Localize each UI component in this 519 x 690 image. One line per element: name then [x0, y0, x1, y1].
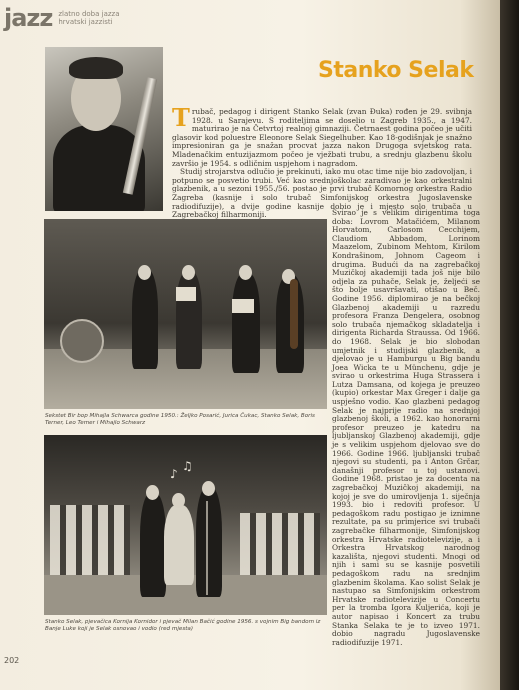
article-intro — [172, 103, 472, 220]
singer-figure — [196, 487, 222, 597]
musician-face — [182, 265, 195, 280]
caption-big-band-photo: Stanko Selak, pjevačica Kornija Kornidor i pjevač Milan Bačić godine 1956. s vojnim Big bandom iz Banje Luke koji je Selak osnovao i vodio (red mjesta) — [45, 619, 321, 632]
article-paragraph-1: rubač, pedagog i dirigent Stanko Selak (zvan Đuka) rođen je 29. svibnja 1928. u Sarajevu. S roditeljima se doselio u Zagreb 1935., a 1947. maturirao je na Četvrtoj realnoj gimnaziji. Četrnaest godina počeo je učiti glasovir kod poluestre Eleonore Selak Siegelhuber. Kao 18-godišnjak je snažno impresioniran ga je snažan procvat jazza nakon Drugoga svjetskog rata. Mladenačkim entuzijazmom počeo je vježbati trubu, a srednju glazbenu školu završio je 1954. s odličnim uspjehom i nagradom. — [172, 107, 472, 168]
musician-figure — [176, 271, 202, 369]
jazz-logo: jazz — [4, 4, 53, 32]
double-bass-shape — [290, 279, 298, 349]
article-title: Stanko Selak — [318, 58, 474, 83]
band-section-left — [50, 505, 130, 575]
caption-sextet-photo: Sekstet Bir bop Mihajla Schwarca godine 1950.: Željko Posarić, Jurica Čukac, Stanko Selak, Boris Terner, Leo Temer i Mihajlo Schwarz — [45, 413, 315, 426]
portrait-hair — [69, 57, 123, 79]
musician-figure — [132, 269, 158, 369]
singer-figure — [140, 493, 166, 597]
music-note-icon: ♪ — [170, 467, 178, 481]
page-number: 202 — [4, 656, 20, 665]
book-spine — [500, 0, 519, 690]
article-column: Svirao je s velikim dirigentima toga doba: Lovrom Matačićem, Milanom Horvatom, Carlosom Cecchijem, Claudiom Abbadom, Lorinom Maazelom, Zubinom Mehtom, Kirilom Kondrašinom, Johnom Cageom i drugima. Budući da na zagrebačkoj Muzičkoj akademiji tada još nije bilo odjela za puhače, Selak je, željeći se što bolje usavršavati, otišao u Beč. Godine 1956. diplomirao je na bečkoj Glazbenoj akademiji u razredu profesora Franza Dengelera, osobnog solo trubača njemačkog skladatelja i dirigenta Richarda Straussa. Od 1966. do 1968. Selak je bio slobodan umjetnik i studijski glazbenik, a djelovao je u Hamburgu u Big bandu Joea Wicka te u Münchenu, gdje je svirao u orkestrima Huga Strassera i Lutza Damsana, od kojega je preuzeo (kupio) orkestar Max Greger i dalje ga uspješno vodio. Kao glazbeni pedagog Selak je najprije radio na srednjoj glazbenoj školi, a 1962. kao honorarni profesor preuzeo je katedru na ljubljanskoj Glazbenoj akademiji, gdje je s velikim uspjehom djelovao sve do 1966. Godine 1966. ljubljanski trubač njegovi su studenti, pa i Anton Grčar, današnji profesor u toj ustanovi. Godine 1968. pristao je za docenta na zagrebačkoj Muzičkoj akademiji, na kojoj je sve do umirovljenja 1. siječnja 1993. bio i redoviti profesor. U pedagoškom radu postigao je iznimne rezultate, pa su primjerice svi trubači zagrebačke filharmonije, Simfonijskog orkestra Hrvatske radiotelevizije, a i Orkestra Hrvatskog narodnog kazališta, njegovi studenti. Mnogi od njih i sami su se kasnije posvetili pedagoškom radu na srednjim glazbenim školama. Kao solist Selak je nastupao sa Simfonijskim orkestrom Hrvatske radiotelevizije u Concertu per la tromba Igora Kuljerića, koji je autor napisao i Koncert za trubu Stanka Selaka te je to izveo 1971. dobio nagradu Jugoslavenske radiodifuzije 1971. — [332, 208, 480, 647]
musician-face — [138, 265, 151, 280]
musician-face — [239, 265, 252, 280]
band-section-right — [240, 513, 320, 575]
female-singer-figure — [164, 505, 194, 585]
article-paragraph-2: Studij strojarstva odlučio je prekinuti, iako mu otac time nije bio zadovoljan, i potpuno se posvetio trubi. Već kao srednjoškolac zaradivao je kao orkestralni glazbenik, a u sezoni 1955./56. postao je prvi trubač Komornog orkestra Radio Zagreba (kasnije i solo trubač Simfonijskog orkestra Jugoslavenske radiodifuzije), a dvije godine kasnije dobio je i mjesto solo trubača u Zagrebačkoj filharmoniji. — [172, 167, 472, 220]
dropcap: T — [172, 103, 190, 132]
portrait-photo — [45, 47, 163, 211]
drum-shape — [60, 319, 104, 363]
header-subtitle-line2: hrvatski jazzisti — [58, 18, 113, 26]
singer-face — [146, 485, 159, 500]
page-header — [4, 6, 120, 30]
music-note-icon: ♫ — [182, 459, 193, 473]
singer-face — [202, 481, 215, 496]
header-subtitle-line1: zlatno doba jazza — [58, 10, 120, 18]
header-subtitle — [58, 10, 119, 26]
music-stand — [232, 299, 254, 313]
sextet-photo — [44, 219, 327, 409]
microphone-stand — [206, 501, 208, 595]
musician-figure — [232, 273, 260, 373]
female-singer-face — [172, 493, 185, 508]
big-band-photo — [44, 435, 327, 615]
music-stand — [176, 287, 196, 301]
